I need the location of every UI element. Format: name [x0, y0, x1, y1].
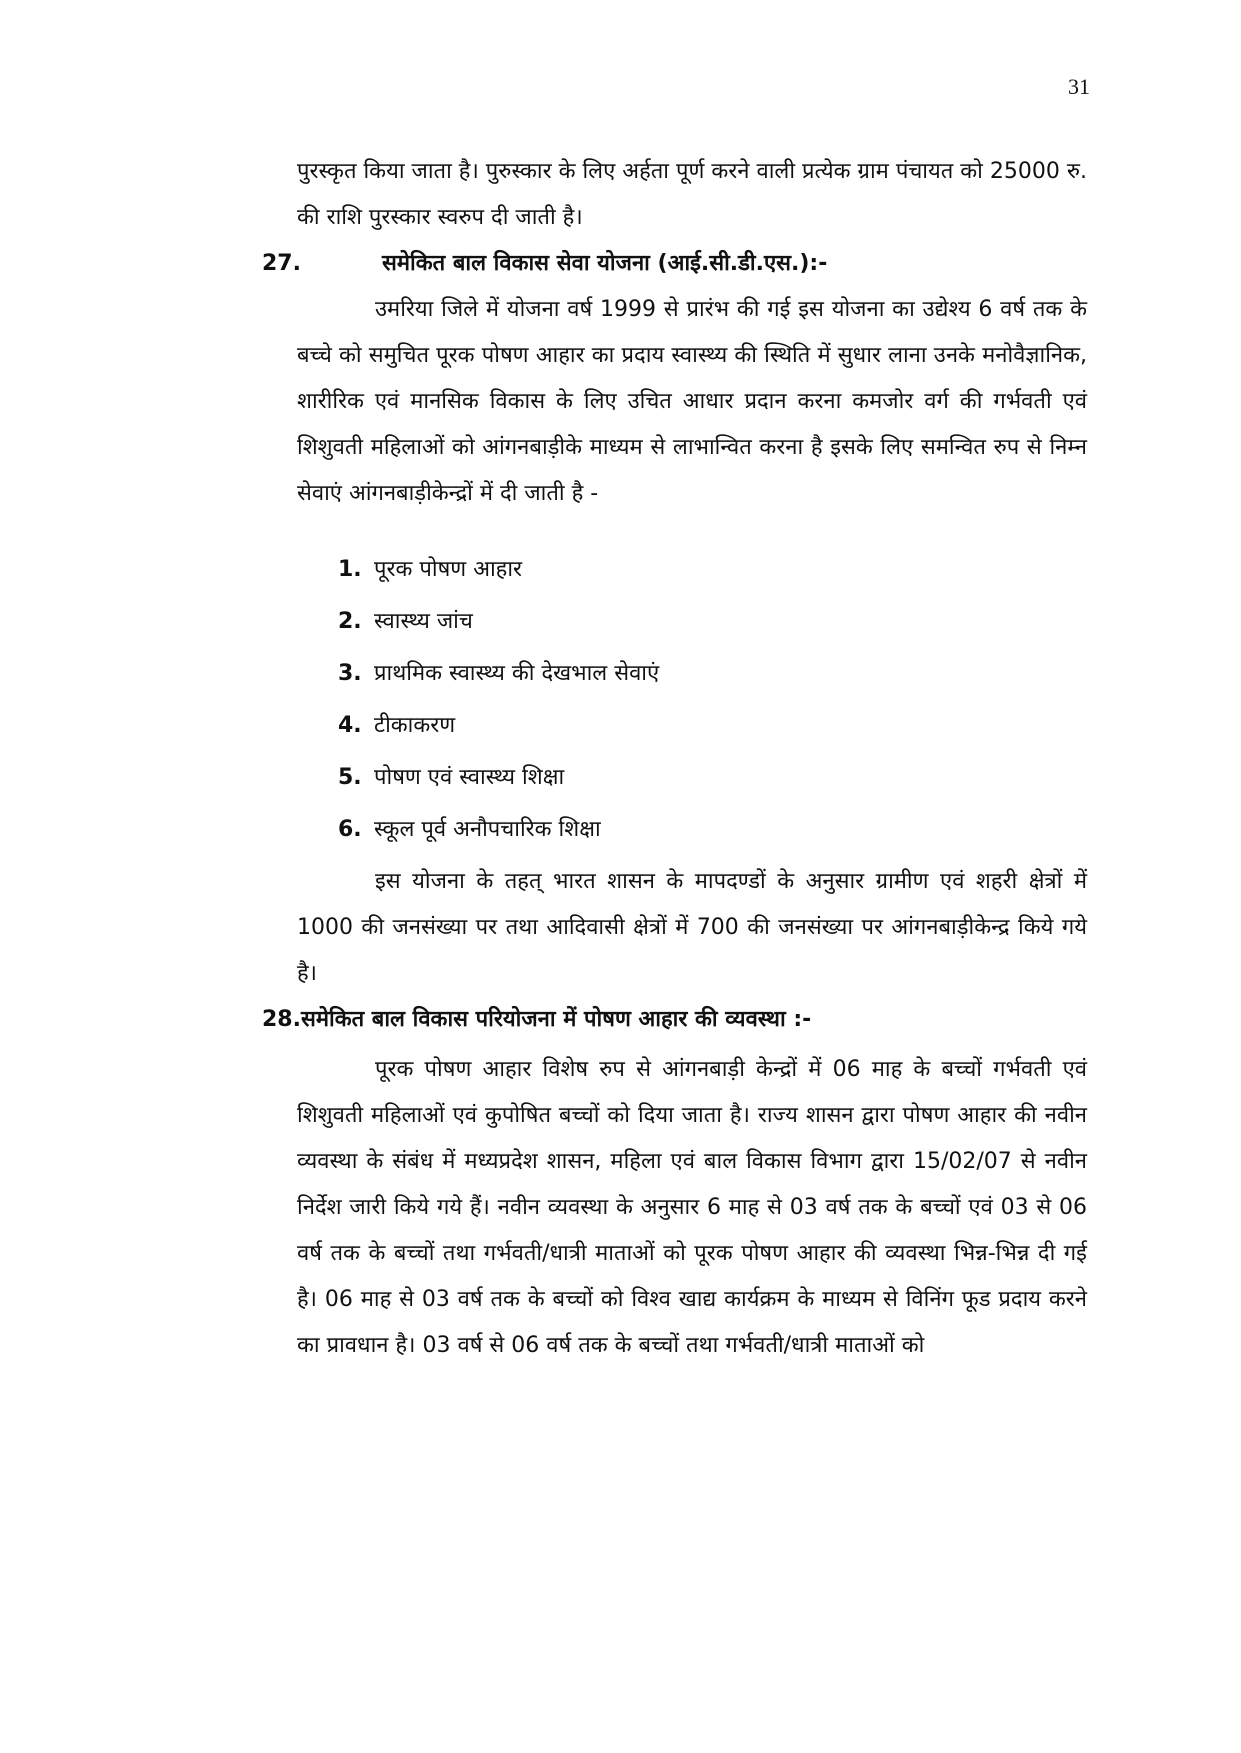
service-item	[338, 605, 473, 635]
service-item	[338, 657, 659, 687]
section-28-heading	[262, 1003, 811, 1033]
service-item	[338, 553, 522, 583]
service-number: 2.	[338, 609, 362, 634]
section-27-paragraph: उमरिया जिले में योजना वर्ष 1999 से प्रारंभ की गई इस योजना का उद्येश्य 6 वर्ष तक के बच्चे को समुचित पूरक पोषण आहार का प्रदाय स्वास्थ्य की स्थिति में सुधार लाना उनके मनोवैज्ञानिक, शारीरिक एवं मानसिक विकास के लिए उचित आधार प्रदान करना कमजोर वर्ग की गर्भवती एवं शिशुवती महिलाओं को आंगनबाड़ीके माध्यम से लाभान्वित करना है इसके लिए समन्वित रुप से निम्न सेवाएं आंगनबाड़ीकेन्द्रों में दी जाती है -	[297, 297, 1087, 506]
service-number: 4.	[338, 713, 362, 738]
service-item	[338, 709, 455, 739]
section-27-closing-paragraph: इस योजना के तहत् भारत शासन के मापदण्डों के अनुसार ग्रामीण एवं शहरी क्षेत्रों में 1000 की जनसंख्या पर तथा आदिवासी क्षेत्रों में 700 की जनसंख्या पर आंगनबाड़ीकेन्द्र किये गये है।	[297, 869, 1087, 986]
service-text: पूरक पोषण आहार	[374, 557, 523, 582]
service-number: 3.	[338, 661, 362, 686]
section-27-heading	[262, 247, 827, 277]
page-number: 31	[1068, 74, 1090, 99]
section-27-title: समेकित बाल विकास सेवा योजना (आई.सी.डी.एस.):-	[382, 251, 828, 276]
service-number: 5.	[338, 765, 362, 790]
service-text: टीकाकरण	[374, 713, 456, 738]
service-item	[338, 813, 601, 843]
section-27-number: 27.	[262, 251, 301, 276]
section-28-paragraph: पूरक पोषण आहार विशेष रुप से आंगनबाड़ी केन्द्रों में 06 माह के बच्चों गर्भवती एवं शिशुवती महिलाओं एवं कुपोषित बच्चों को दिया जाता है। राज्य शासन द्वारा पोषण आहार की नवीन व्यवस्था के संबंध में मध्यप्रदेश शासन, महिला एवं बाल विकास विभाग द्वारा 15/02/07 से नवीन निर्देश जारी किये गये हैं। नवीन व्यवस्था के अनुसार 6 माह से 03 वर्ष तक के बच्चों एवं 03 से 06 वर्ष तक के बच्चों तथा गर्भवती/धात्री माताओं को पूरक पोषण आहार की व्यवस्था भिन्न-भिन्न दी गई है। 06 माह से 03 वर्ष तक के बच्चों को विश्व खाद्य कार्यक्रम के माध्यम से विनिंग फूड प्रदाय करने का प्रावधान है। 03 वर्ष से 06 वर्ष तक के बच्चों तथा गर्भवती/धात्री माताओं को	[297, 1057, 1087, 1358]
service-text: पोषण एवं स्वास्थ्य शिक्षा	[374, 765, 565, 790]
service-number: 6.	[338, 817, 362, 842]
service-text: प्राथमिक स्वास्थ्य की देखभाल सेवाएं	[374, 661, 660, 686]
service-text: स्कूल पूर्व अनौपचारिक शिक्षा	[374, 817, 601, 842]
intro-paragraph: पुरस्कृत किया जाता है। पुरुस्कार के लिए अर्हता पूर्ण करने वाली प्रत्येक ग्राम पंचायत को 25000 रु. की राशि पुरस्कार स्वरुप दी जाती है।	[297, 159, 1087, 230]
service-text: स्वास्थ्य जांच	[374, 609, 473, 634]
service-item	[338, 761, 564, 791]
service-number: 1.	[338, 557, 362, 582]
section-28-title: 28.समेकित बाल विकास परियोजना में पोषण आहार की व्यवस्था :-	[262, 1007, 812, 1032]
